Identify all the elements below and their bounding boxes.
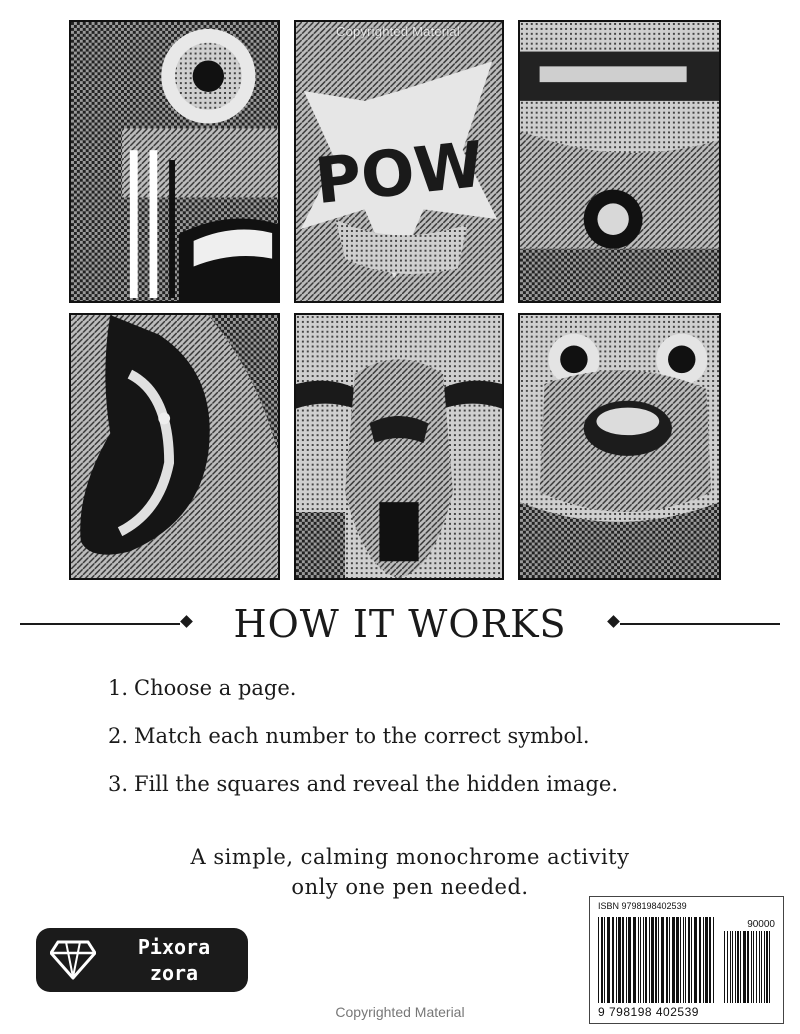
- barcode-bar: [661, 917, 664, 1003]
- tile-comic-pow: [294, 20, 504, 303]
- isbn-barcode: [589, 896, 784, 1024]
- diamond-ornament-left-icon: [180, 615, 193, 628]
- tile-frog: [518, 313, 721, 580]
- barcode-bar: [649, 917, 650, 1003]
- barcode-bar: [612, 917, 614, 1003]
- tile-horse: [69, 313, 280, 580]
- barcode-bar: [685, 917, 686, 1003]
- barcode-addon-bars: [724, 931, 774, 1003]
- barcode-bar: [638, 917, 639, 1003]
- logo-line-2: zora: [149, 961, 199, 985]
- svg-text:POW: POW: [311, 127, 487, 219]
- step-item: [98, 720, 718, 768]
- heading-row: [20, 596, 780, 652]
- copyright-notice: Copyrighted Material: [335, 1004, 465, 1020]
- barcode-bar: [658, 917, 659, 1003]
- barcode-bar: [672, 917, 675, 1003]
- barcode-bar: [691, 917, 692, 1003]
- barcode-bars: [598, 917, 716, 1003]
- barcode-bar: [740, 931, 741, 1003]
- barcode-bar: [724, 931, 725, 1003]
- activity-note: [80, 842, 740, 902]
- barcode-bar: [640, 917, 641, 1003]
- barcode-bar: [651, 917, 654, 1003]
- barcode-bar: [732, 931, 733, 1003]
- tile-eye-monster: [69, 20, 280, 303]
- tile-highland-cow: [294, 313, 504, 580]
- barcode-bar: [751, 931, 752, 1003]
- step-text: Fill the squares and reveal the hidden image.: [134, 772, 618, 796]
- publisher-logo: [36, 928, 248, 992]
- barcode-bar: [628, 917, 631, 1003]
- divider-line-right: [620, 623, 780, 625]
- diamond-icon: [50, 940, 96, 980]
- barcode-bar: [688, 917, 690, 1003]
- step-number: 3.: [107, 772, 128, 796]
- barcode-bar: [666, 917, 668, 1003]
- note-line-2: only one pen needed.: [291, 875, 529, 899]
- barcode-bar: [669, 917, 670, 1003]
- barcode-bar: [727, 931, 728, 1003]
- barcode-bar: [769, 931, 770, 1003]
- barcode-bar: [761, 931, 762, 1003]
- barcode-bar: [730, 931, 731, 1003]
- barcode-bar: [616, 917, 617, 1003]
- barcode-bar: [759, 931, 760, 1003]
- barcode-number: 9 798198 402539: [598, 1005, 699, 1019]
- step-text: Match each number to the correct symbol.: [134, 724, 590, 748]
- barcode-bar: [713, 917, 714, 1003]
- price-code: 90000: [747, 919, 775, 930]
- barcode-bar: [618, 917, 621, 1003]
- barcode-bar: [655, 917, 657, 1003]
- isbn-label: ISBN 9798198402539: [598, 901, 687, 911]
- barcode-bar: [743, 931, 746, 1003]
- step-number: 2.: [107, 724, 128, 748]
- barcode-bar: [680, 917, 681, 1003]
- barcode-bar: [756, 931, 757, 1003]
- logo-line-1: Pixora: [137, 935, 211, 959]
- step-text: Choose a page.: [134, 676, 297, 700]
- barcode-bar: [622, 917, 624, 1003]
- step-number: 1.: [107, 676, 128, 700]
- divider-line-left: [20, 623, 180, 625]
- barcode-bar: [626, 917, 627, 1003]
- watermark-text: Copyrighted Material: [336, 24, 460, 39]
- barcode-bar: [683, 917, 684, 1003]
- barcode-bar: [604, 917, 605, 1003]
- barcode-bar: [764, 931, 765, 1003]
- tile-car-headlight: [518, 20, 721, 303]
- barcode-bar: [699, 917, 701, 1003]
- barcode-bar: [766, 931, 768, 1003]
- barcode-bar: [705, 917, 708, 1003]
- barcode-bar: [643, 917, 644, 1003]
- barcode-bar: [753, 931, 754, 1003]
- page-heading: HOW IT WORKS: [233, 602, 567, 646]
- barcode-bar: [601, 917, 603, 1003]
- steps-list: [98, 672, 718, 816]
- step-item: [98, 672, 718, 720]
- barcode-bar: [703, 917, 704, 1003]
- diamond-ornament-right-icon: [607, 615, 620, 628]
- barcode-bar: [747, 931, 749, 1003]
- barcode-bar: [607, 917, 610, 1003]
- step-item: [98, 768, 718, 816]
- barcode-bar: [645, 917, 647, 1003]
- barcode-bar: [709, 917, 711, 1003]
- note-line-1: A simple, calming monochrome activity: [190, 845, 630, 869]
- barcode-bar: [676, 917, 679, 1003]
- barcode-bar: [737, 931, 739, 1003]
- logo-wordmark: [104, 934, 244, 986]
- barcode-bar: [735, 931, 736, 1003]
- barcode-bar: [694, 917, 697, 1003]
- barcode-bar: [633, 917, 636, 1003]
- barcode-bar: [598, 917, 599, 1003]
